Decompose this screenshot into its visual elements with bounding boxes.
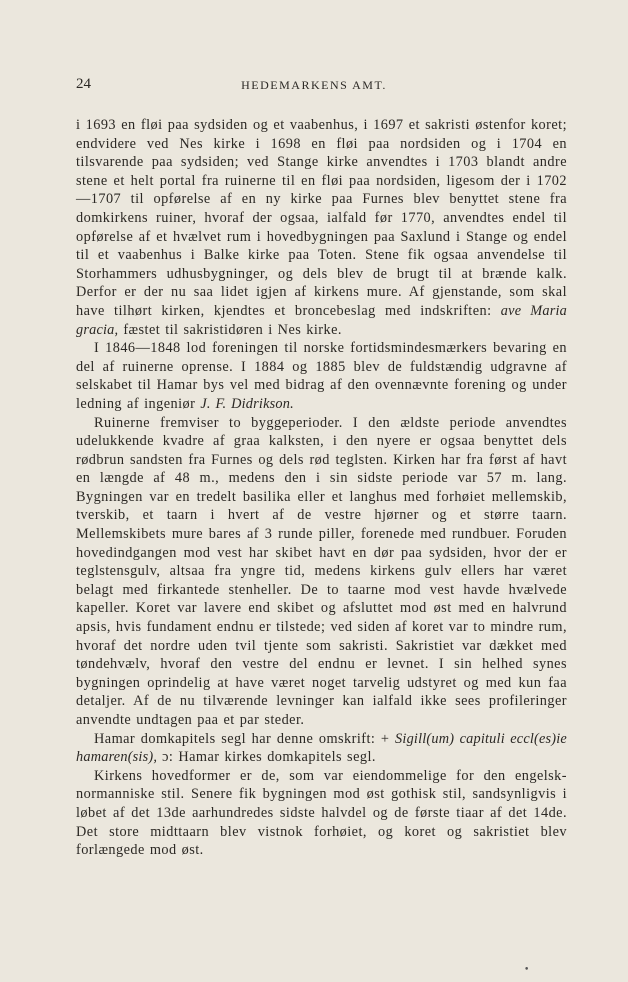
text-run: ɔ: Hamar kirkes domkapitels segl.	[157, 749, 376, 766]
inscription-text: ave Maria gracia,	[76, 302, 567, 338]
seal-inscription: Sigill(um) capituli eccl(es)ie hamaren(sis),	[76, 730, 567, 766]
text-run: Kirkens hovedformer er de, som var eiendommelige for den engelsk-normanniske stil. Senere fik bygningen mod øst gothisk stil, sandsynligvis i løbet af det 13de aarhundredes sidste halvdel og de første tiaar af det 14de. Det store midttaarn blev vistnok forhøiet, og koret og sakristiet blev forlængede mod øst.	[76, 767, 567, 859]
paragraph-1	[76, 116, 567, 339]
print-speck: •	[524, 965, 530, 975]
body-text	[76, 116, 567, 860]
running-head: HEDEMARKENS AMT.	[241, 78, 387, 92]
text-run: I 1846—1848 lod foreningen til norske fortidsmindesmærkers bevaring en del af ruinerne oprense. I 1884 og 1885 blev de fuldstændig udgravne af selskabet til Hamar bys vel med bidrag af den ovennævnte forening og under ledning af ingeniør	[76, 340, 567, 412]
paragraph-3	[76, 414, 567, 730]
text-run: i 1693 en fløi paa sydsiden og et vaabenhus, i 1697 et sakristi østenfor koret; endvidere ved Nes kirke i 1698 en fløi paa nordsiden og i 1704 en tilsvarende paa sydsiden; ved Stange kirke anvendtes i 1703 blandt andre stene et helt portal fra ruinerne til en fløi paa nordsiden, ligesom der i 1702—1707 til opførelse af en ny kirke paa Furnes blev benyttet stene fra domkirkens ruiner, hvoraf der ogsaa, ialfald før 1770, anvendtes endel til opførelse af et hvælvet rum i hovedbygningen paa Saxlund i Stange og endel til et vaabenhus i Balke kirke paa Toten. Stene fik ogsaa anvendelse til Storhammers udhusbygninger, og dels blev de brugt til at brænde kalk. Derfor er der nu saa lidet igjen af kirkens mure. Af gjenstande, som skal have tilhørt kirken, kjendtes et broncebeslag med indskriften:	[76, 117, 567, 319]
text-run: fæstet til sakristidøren i Nes kirke.	[118, 321, 342, 338]
paragraph-2	[76, 339, 567, 413]
paragraph-4	[76, 730, 567, 767]
text-run: Hamar domkapitels segl har denne omskrift: +	[94, 730, 396, 747]
engineer-name: J. F. Didrikson.	[200, 395, 294, 412]
paragraph-5	[76, 767, 567, 860]
page-number: 24	[76, 76, 91, 92]
text-run: Ruinerne fremviser to byggeperioder. I den ældste periode anvendtes udelukkende kvadre af graa kalksten, i den nyere er ogsaa benyttet dels rødbrun sandsten fra Furnes og dels rød teglsten. Kirken har fra først af havt en længde af 48 m., medens den i sin sidste periode var 57 m. lang. Bygningen var en tredelt basilika eller et langhus med forhøiet mellemskib, tverskib, et taarn i hvert af de vestre hjørner og et større taarn. Mellemskibets mure bares af 3 runde piller, forenede med rundbuer. Foruden hovedindgangen mod vest har skibet havt en dør paa sydsiden, hvor der er teglstensgulv, altsaa fra yngre tid, medens kirkens gulv ellers har været belagt med firkantede stenheller. De to taarne mod vest havde hvælvede kapeller. Koret var lavere end skibet og afsluttet mod øst med en halvrund apsis, hvis fundament endnu er tilstede; ved siden af koret var to mindre rum, hvoraf det nordre uden tvil tjente som sakristi. Sakristiet var dækket med tøndehvælv, hvoraf den vestre del endnu er levnet. I sin helhed synes bygningen oprindelig at have været noget tarvelig udstyret og med kun faa detaljer. Af de nu tilværende levninger kan ialfald ikke sees profileringer anvendte undtagen paa et par steder.	[76, 414, 567, 728]
